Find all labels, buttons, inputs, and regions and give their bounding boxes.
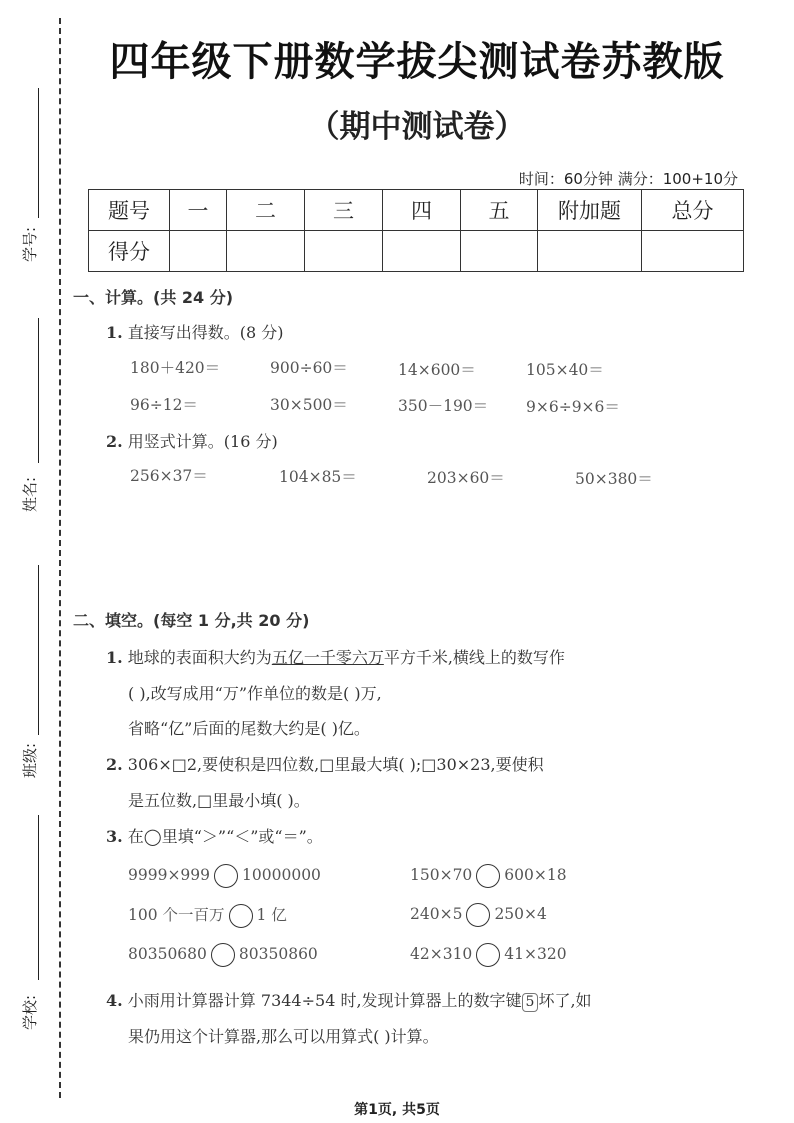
s2-q3 <box>106 824 323 847</box>
question-number: 4. <box>106 991 123 1010</box>
score-cell[interactable] <box>227 231 305 272</box>
name-line <box>38 318 40 463</box>
question-text: 直接写出得数。(8 分) <box>127 323 284 342</box>
student-id-label: 学号: <box>21 226 39 262</box>
compare-item <box>410 943 567 967</box>
calc-item: 50×380＝ <box>575 470 653 488</box>
question-text: 坏了,如 <box>538 991 592 1010</box>
compare-circle[interactable] <box>476 943 500 967</box>
question-number: 1. <box>106 323 123 342</box>
score-header-cell: 附加题 <box>538 190 642 231</box>
compare-right: 1 亿 <box>256 906 287 924</box>
s2-q1-line2: ( ),改写成用“万”作单位的数是( )万, <box>128 684 382 703</box>
question-number: 1. <box>106 648 123 667</box>
question-text: 306×□2,要使积是四位数,□里最大填( );□30×23,要使积 <box>127 755 544 774</box>
class-label: 班级: <box>21 742 39 778</box>
compare-right: 41×320 <box>504 945 567 963</box>
s2-q2-line1 <box>106 752 544 775</box>
s2-q4-line2: 果仍用这个计算器,那么可以用算式( )计算。 <box>128 1027 439 1046</box>
calc-item: 180＋420＝ <box>130 359 221 377</box>
score-header-cell: 二 <box>227 190 305 231</box>
s2-q1-line1 <box>106 645 565 668</box>
score-cell[interactable] <box>383 231 461 272</box>
class-line <box>38 565 40 735</box>
score-header-cell: 三 <box>305 190 383 231</box>
compare-left: 9999×999 <box>128 866 211 884</box>
school-line <box>38 815 40 980</box>
s1-q1 <box>106 320 284 343</box>
question-number: 2. <box>106 755 123 774</box>
score-table <box>88 189 744 272</box>
s2-q4-line1 <box>106 988 592 1012</box>
compare-left: 240×5 <box>410 905 463 923</box>
score-row <box>89 231 744 272</box>
compare-right: 600×18 <box>504 866 567 884</box>
calc-item: 105×40＝ <box>526 361 604 379</box>
question-text: 地球的表面积大约为 <box>127 648 272 667</box>
score-header-cell: 题号 <box>89 190 170 231</box>
page-title: 四年级下册数学拔尖测试卷苏教版 <box>109 39 725 85</box>
score-cell[interactable] <box>538 231 642 272</box>
compare-right: 10000000 <box>242 866 321 884</box>
score-cell[interactable] <box>642 231 744 272</box>
compare-circle[interactable] <box>214 864 238 888</box>
calc-item: 256×37＝ <box>130 467 208 485</box>
calc-item: 203×60＝ <box>427 469 505 487</box>
s1-q2 <box>106 429 278 452</box>
score-cell[interactable] <box>170 231 227 272</box>
compare-right: 250×4 <box>494 905 547 923</box>
compare-left: 150×70 <box>410 866 473 884</box>
question-text: 平方千米,横线上的数写作 <box>383 648 565 667</box>
school-label: 学校: <box>21 994 39 1030</box>
s2-q2-line2: 是五位数,□里最小填( )。 <box>128 791 310 810</box>
compare-left: 100 个一百万 <box>128 906 225 924</box>
score-header-cell: 总分 <box>642 190 744 231</box>
compare-item <box>128 943 318 967</box>
calc-item: 9×6÷9×6＝ <box>526 398 620 416</box>
score-row-label: 得分 <box>89 231 170 272</box>
calc-item: 104×85＝ <box>279 468 357 486</box>
page-subtitle: （期中测试卷） <box>308 109 526 145</box>
compare-circle[interactable] <box>211 943 235 967</box>
compare-circle[interactable] <box>229 904 253 928</box>
section-1-heading: 一、计算。(共 24 分) <box>73 288 234 307</box>
score-header-cell: 五 <box>461 190 538 231</box>
binding-dashed-line <box>59 18 61 1098</box>
name-label: 姓名: <box>21 476 39 512</box>
question-text: 在◯里填“＞”“＜”或“＝”。 <box>127 827 323 846</box>
score-cell[interactable] <box>461 231 538 272</box>
time-info: 时间：60分钟 满分：100+10分 <box>518 170 738 188</box>
calc-item: 14×600＝ <box>398 361 476 379</box>
question-number: 3. <box>106 827 123 846</box>
question-text: 用竖式计算。(16 分) <box>127 432 278 451</box>
score-header-cell: 四 <box>383 190 461 231</box>
compare-circle[interactable] <box>476 864 500 888</box>
question-text: 小雨用计算器计算 7344÷54 时,发现计算器上的数字键 <box>127 991 522 1010</box>
compare-item <box>128 864 321 888</box>
page-footer: 第1页, 共5页 <box>354 1102 440 1118</box>
calc-item: 900÷60＝ <box>270 359 348 377</box>
compare-right: 80350860 <box>238 945 318 963</box>
question-number: 2. <box>106 432 123 451</box>
calc-item: 96÷12＝ <box>130 396 198 414</box>
calc-item: 350－190＝ <box>398 397 489 415</box>
compare-item <box>410 903 547 927</box>
score-header-row <box>89 190 744 231</box>
compare-circle[interactable] <box>466 903 490 927</box>
score-cell[interactable] <box>305 231 383 272</box>
compare-left: 80350680 <box>128 945 207 963</box>
compare-item <box>410 864 567 888</box>
section-2-heading: 二、填空。(每空 1 分,共 20 分) <box>73 611 310 630</box>
compare-item <box>128 903 287 928</box>
calc-item: 30×500＝ <box>270 396 348 414</box>
s2-q1-line3: 省略“亿”后面的尾数大约是( )亿。 <box>128 719 370 738</box>
score-header-cell: 一 <box>170 190 227 231</box>
underlined-number: 五亿一千零六万 <box>271 648 384 667</box>
compare-left: 42×310 <box>410 945 473 963</box>
calculator-key: 5 <box>522 993 539 1012</box>
